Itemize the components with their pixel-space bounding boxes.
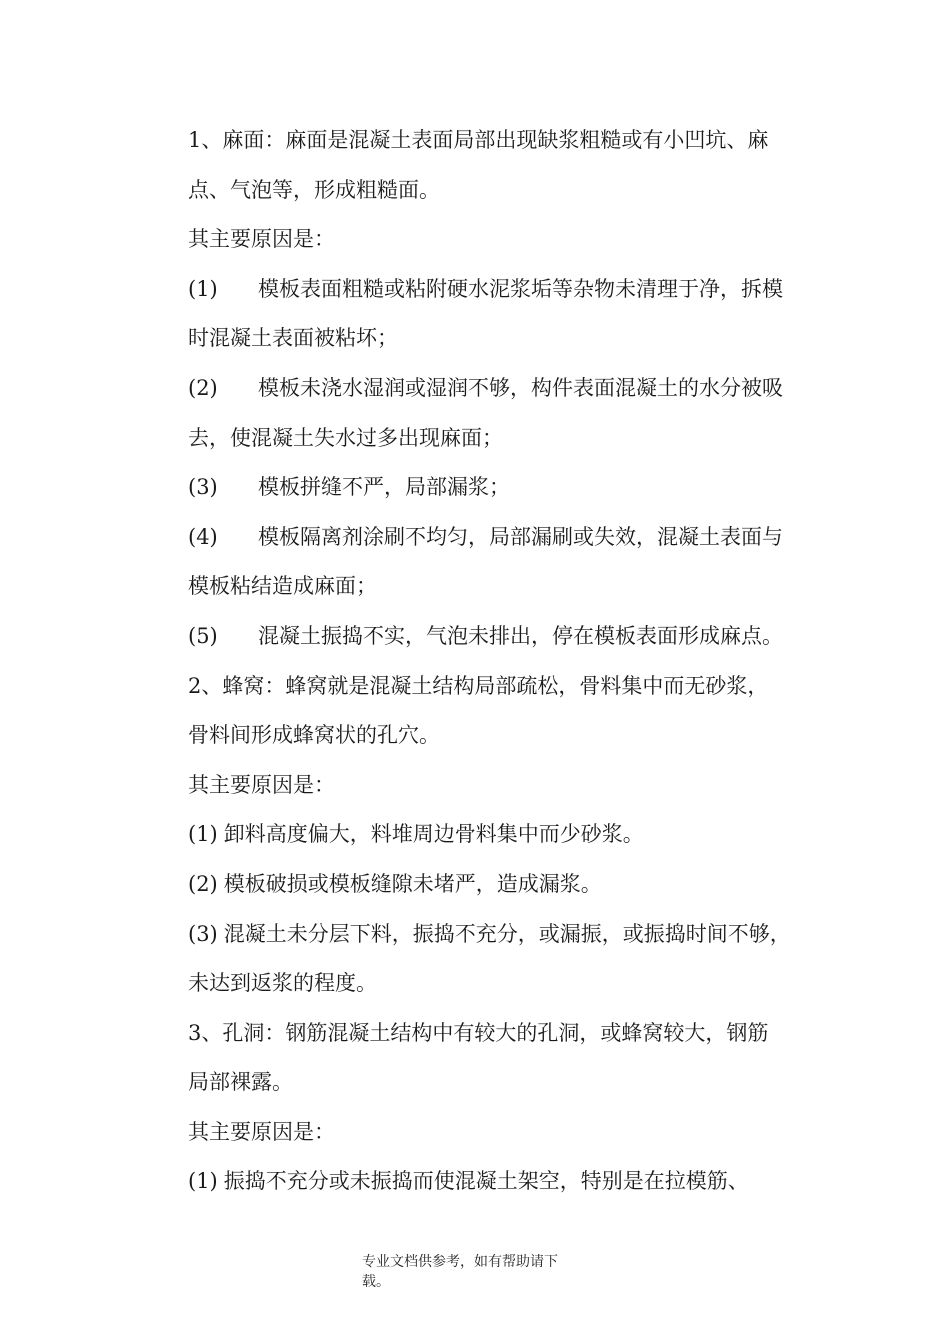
page-footer xyxy=(362,1252,602,1292)
list-item xyxy=(188,910,828,960)
paragraph-line: 时混凝土表面被粘坏； xyxy=(188,326,398,351)
item-number: (2) xyxy=(188,375,218,400)
item-text: 模板拼缝不严，局部漏浆； xyxy=(258,475,510,500)
item-text: 卸料高度偏大，料堆周边骨料集中而少砂浆。 xyxy=(223,822,644,847)
item-text: 模板表面粗糙或粘附硬水泥浆垢等杂物未清理于净，拆模 xyxy=(258,276,783,301)
paragraph-line: 点、气泡等，形成粗糙面。 xyxy=(188,177,440,202)
list-item xyxy=(188,612,828,662)
item-number: (3) xyxy=(188,475,218,500)
document-body xyxy=(188,116,828,1207)
item-number: (1) xyxy=(188,1169,218,1194)
list-item xyxy=(188,463,828,513)
item-number: (1) xyxy=(188,822,218,847)
paragraph-line: 去，使混凝土失水过多出现麻面； xyxy=(188,425,503,450)
paragraph-line: 2、蜂窝：蜂窝就是混凝土结构局部疏松，骨料集中而无砂浆， xyxy=(188,673,769,698)
item-number: (5) xyxy=(188,623,218,648)
list-item xyxy=(188,364,828,414)
footer-line: 载。 xyxy=(362,1274,390,1290)
item-text: 模板未浇水湿润或湿润不够，构件表面混凝土的水分被吸 xyxy=(258,375,783,400)
list-item xyxy=(188,860,828,910)
item-number: (3) xyxy=(188,921,218,946)
item-number: (1) xyxy=(188,276,218,301)
item-text: 混凝土振捣不实，气泡未排出，停在模板表面形成麻点。 xyxy=(258,623,783,648)
paragraph-line: 模板粘结造成麻面； xyxy=(188,574,377,599)
item-text: 振捣不充分或未振捣而使混凝土架空，特别是在拉模筋、 xyxy=(223,1169,749,1194)
footer-line: 专业文档供参考，如有帮助请下 xyxy=(362,1254,558,1270)
list-item xyxy=(188,265,828,315)
paragraph-line: 其主要原因是： xyxy=(188,1119,335,1144)
paragraph-line: 3、孔洞：钢筋混凝土结构中有较大的孔洞，或蜂窝较大，钢筋 xyxy=(188,1020,769,1045)
list-item xyxy=(188,810,828,860)
paragraph-line: 局部裸露。 xyxy=(188,1070,293,1095)
paragraph-line: 其主要原因是： xyxy=(188,227,335,252)
paragraph-line: 其主要原因是： xyxy=(188,772,335,797)
item-number: (4) xyxy=(188,524,218,549)
paragraph-line: 1、麻面：麻面是混凝土表面局部出现缺浆粗糙或有小凹坑、麻 xyxy=(188,128,769,152)
list-item xyxy=(188,513,828,563)
item-text: 模板破损或模板缝隙未堵严，造成漏浆。 xyxy=(223,871,602,896)
item-number: (2) xyxy=(188,871,218,896)
paragraph-line: 未达到返浆的程度。 xyxy=(188,971,377,996)
item-text: 混凝土未分层下料，振捣不充分，或漏振，或振捣时间不够， xyxy=(223,921,791,946)
list-item xyxy=(188,1157,828,1207)
item-text: 模板隔离剂涂刷不均匀，局部漏刷或失效，混凝土表面与 xyxy=(258,524,783,549)
paragraph-line: 骨料间形成蜂窝状的孔穴。 xyxy=(188,723,440,748)
